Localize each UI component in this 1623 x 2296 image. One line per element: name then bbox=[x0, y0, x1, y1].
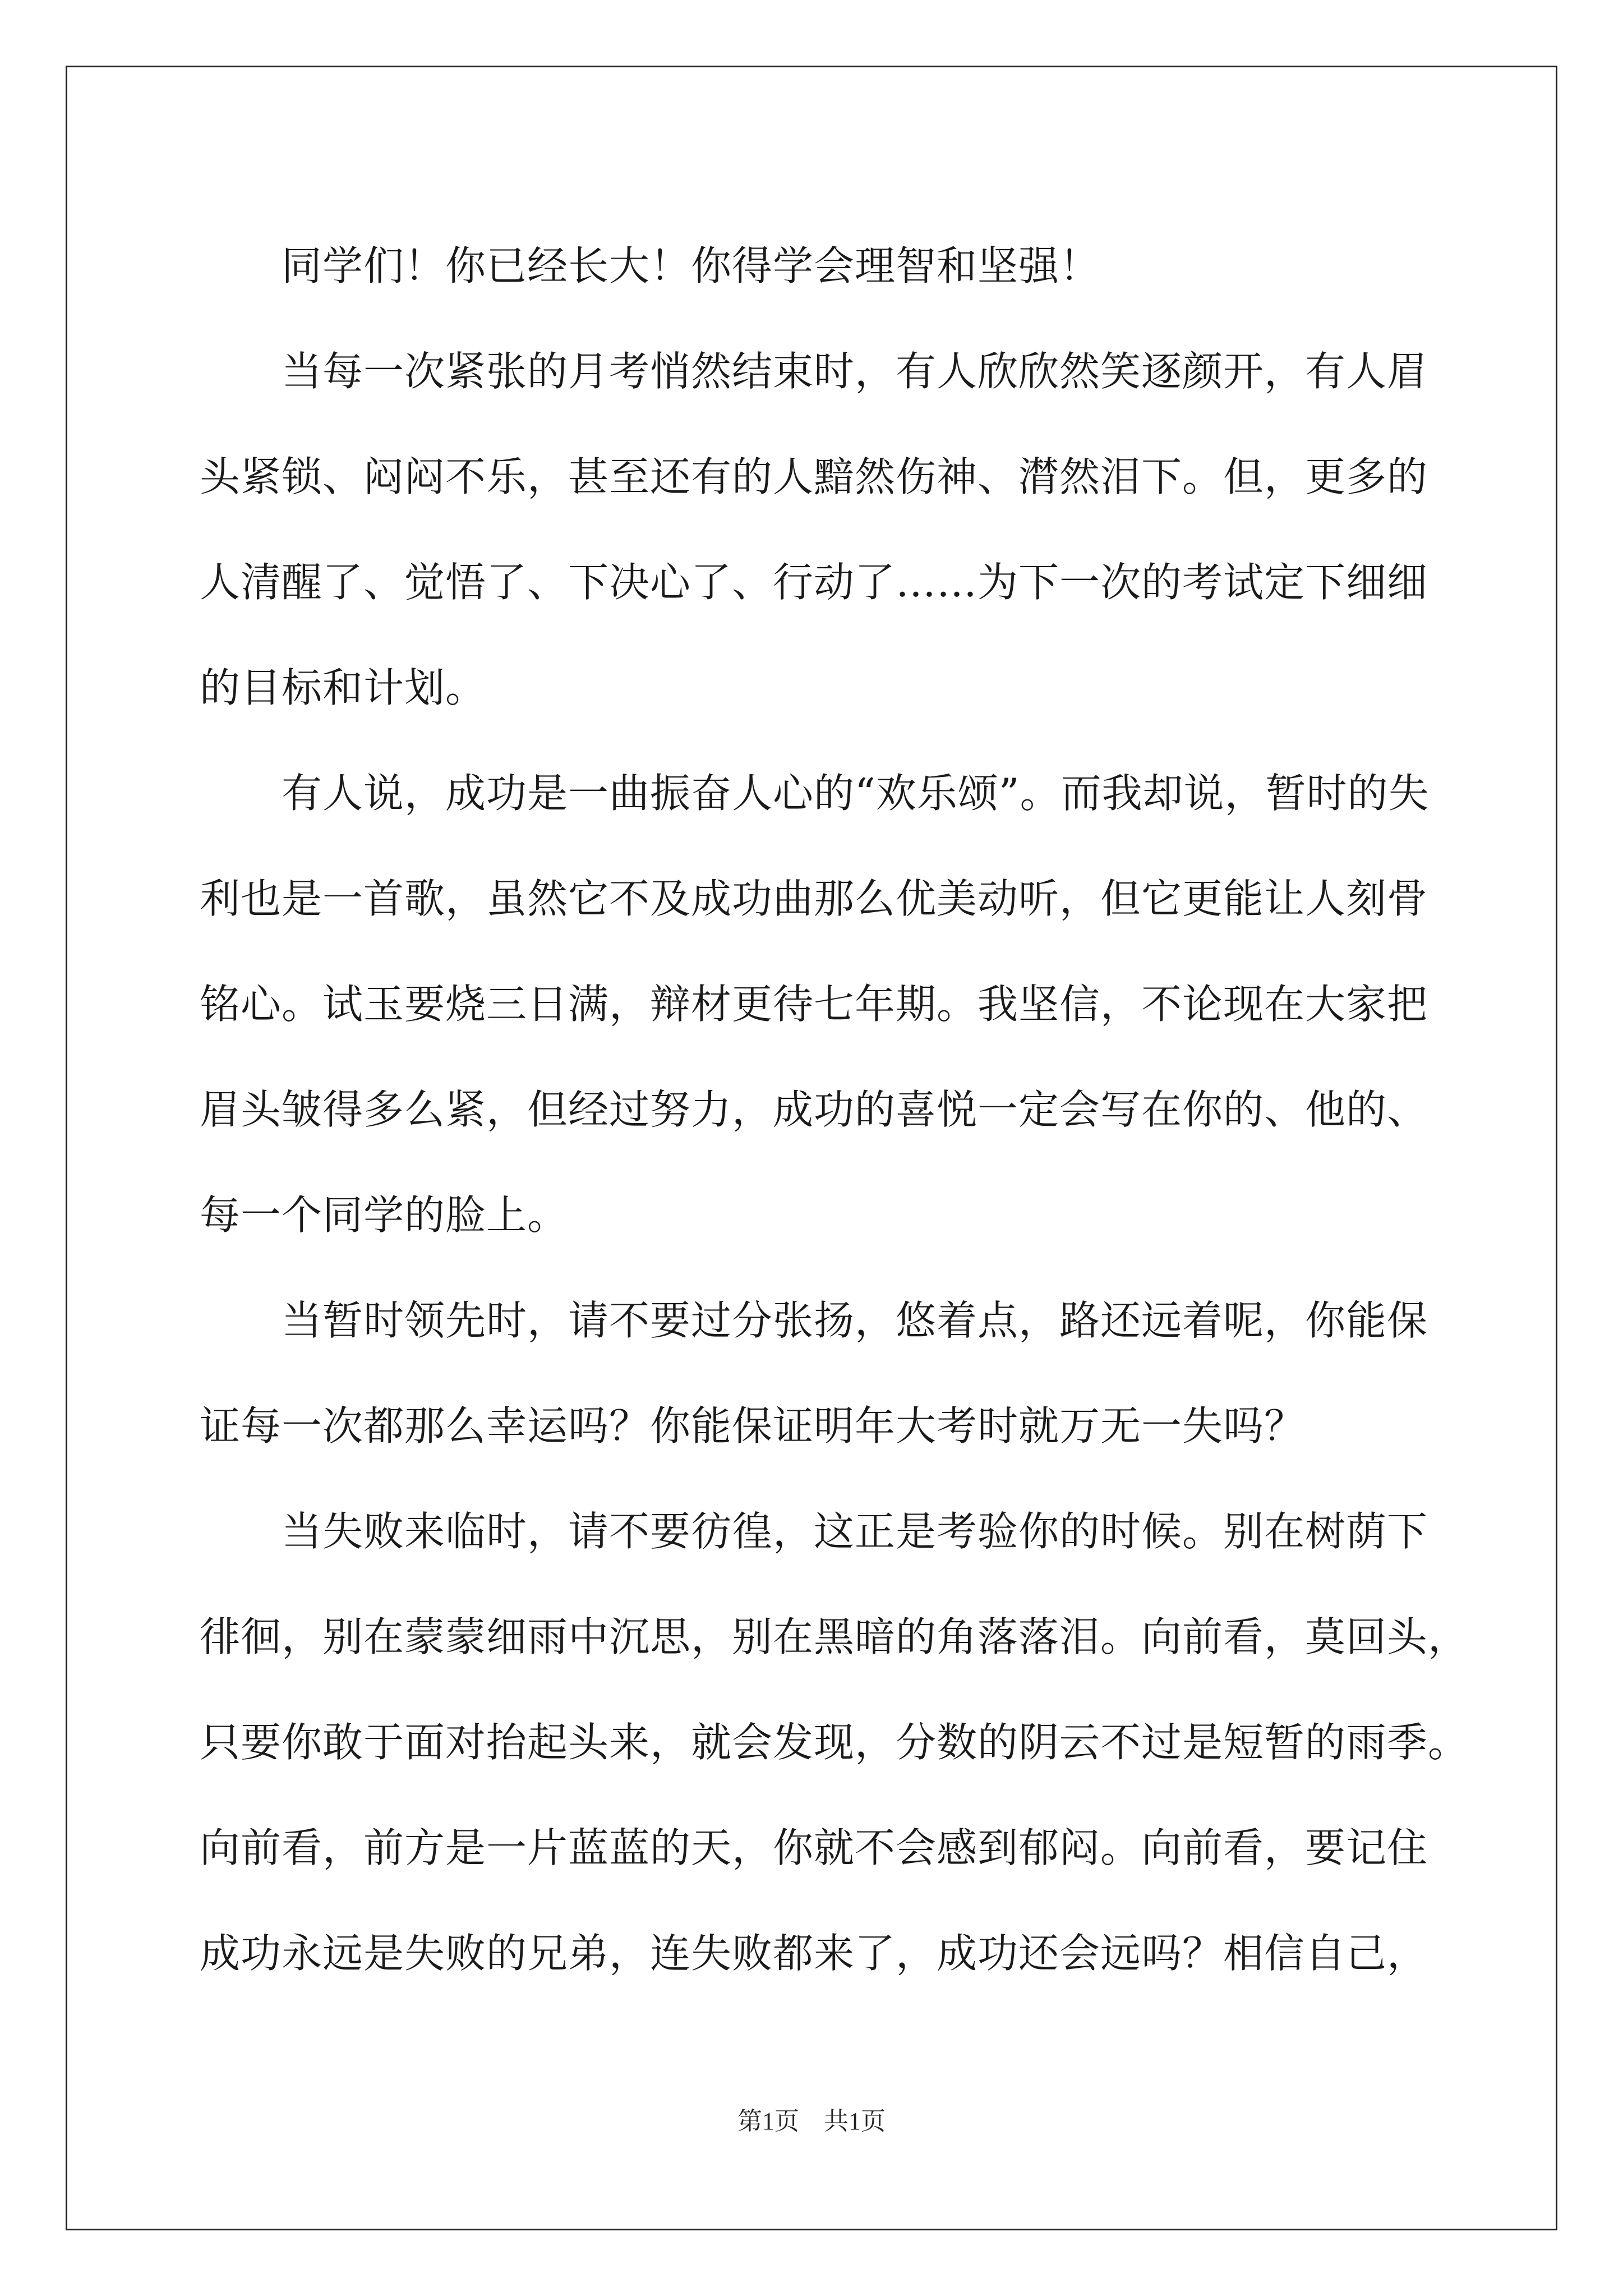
text-line-1: 同学们！你已经长大！你得学会理智和坚强！ bbox=[282, 242, 1101, 289]
document-body bbox=[200, 213, 1469, 2006]
text-line-12: 证每一次都那么幸运吗？你能保证明年大考时就万无一失吗？ bbox=[200, 1402, 1306, 1450]
text-line-6: 有人说，成功是一曲振奋人心的“欢乐颂”。而我却说，暂时的失 bbox=[282, 770, 1430, 817]
text-line-15: 只要你敢于面对抬起头来，就会发现，分数的阴云不过是短暂的雨季。 bbox=[200, 1719, 1469, 1766]
text-line-4: 人清醒了、觉悟了、下决心了、行动了……为下一次的考试定下细细 bbox=[200, 559, 1428, 606]
page-number-footer: 第1页 共1页 bbox=[737, 2108, 886, 2135]
text-line-2: 当每一次紧张的月考悄然结束时，有人欣欣然笑逐颜开，有人眉 bbox=[282, 348, 1428, 395]
text-line-9: 眉头皱得多么紧，但经过努力，成功的喜悦一定会写在你的、他的、 bbox=[200, 1086, 1428, 1133]
text-line-7: 利也是一首歌，虽然它不及成功曲那么优美动听，但它更能让人刻骨 bbox=[200, 875, 1428, 922]
text-line-11: 当暂时领先时，请不要过分张扬，悠着点，路还远着呢，你能保 bbox=[282, 1297, 1428, 1344]
text-line-8: 铭心。试玉要烧三日满，辩材更待七年期。我坚信，不论现在大家把 bbox=[200, 981, 1428, 1028]
text-line-14: 徘徊，别在蒙蒙细雨中沉思，别在黑暗的角落落泪。向前看，莫回头， bbox=[200, 1613, 1469, 1660]
text-line-16: 向前看，前方是一片蓝蓝的天，你就不会感到郁闷。向前看，要记住 bbox=[200, 1824, 1428, 1871]
text-line-17: 成功永远是失败的兄弟，连失败都来了，成功还会远吗？相信自己， bbox=[200, 1930, 1428, 1977]
text-line-13: 当失败来临时，请不要彷徨，这正是考验你的时候。别在树荫下 bbox=[282, 1508, 1428, 1555]
text-line-5: 的目标和计划。 bbox=[200, 664, 487, 711]
text-line-10: 每一个同学的脸上。 bbox=[200, 1191, 569, 1239]
text-line-3: 头紧锁、闷闷不乐，甚至还有的人黯然伤神、潸然泪下。但，更多的 bbox=[200, 453, 1428, 500]
